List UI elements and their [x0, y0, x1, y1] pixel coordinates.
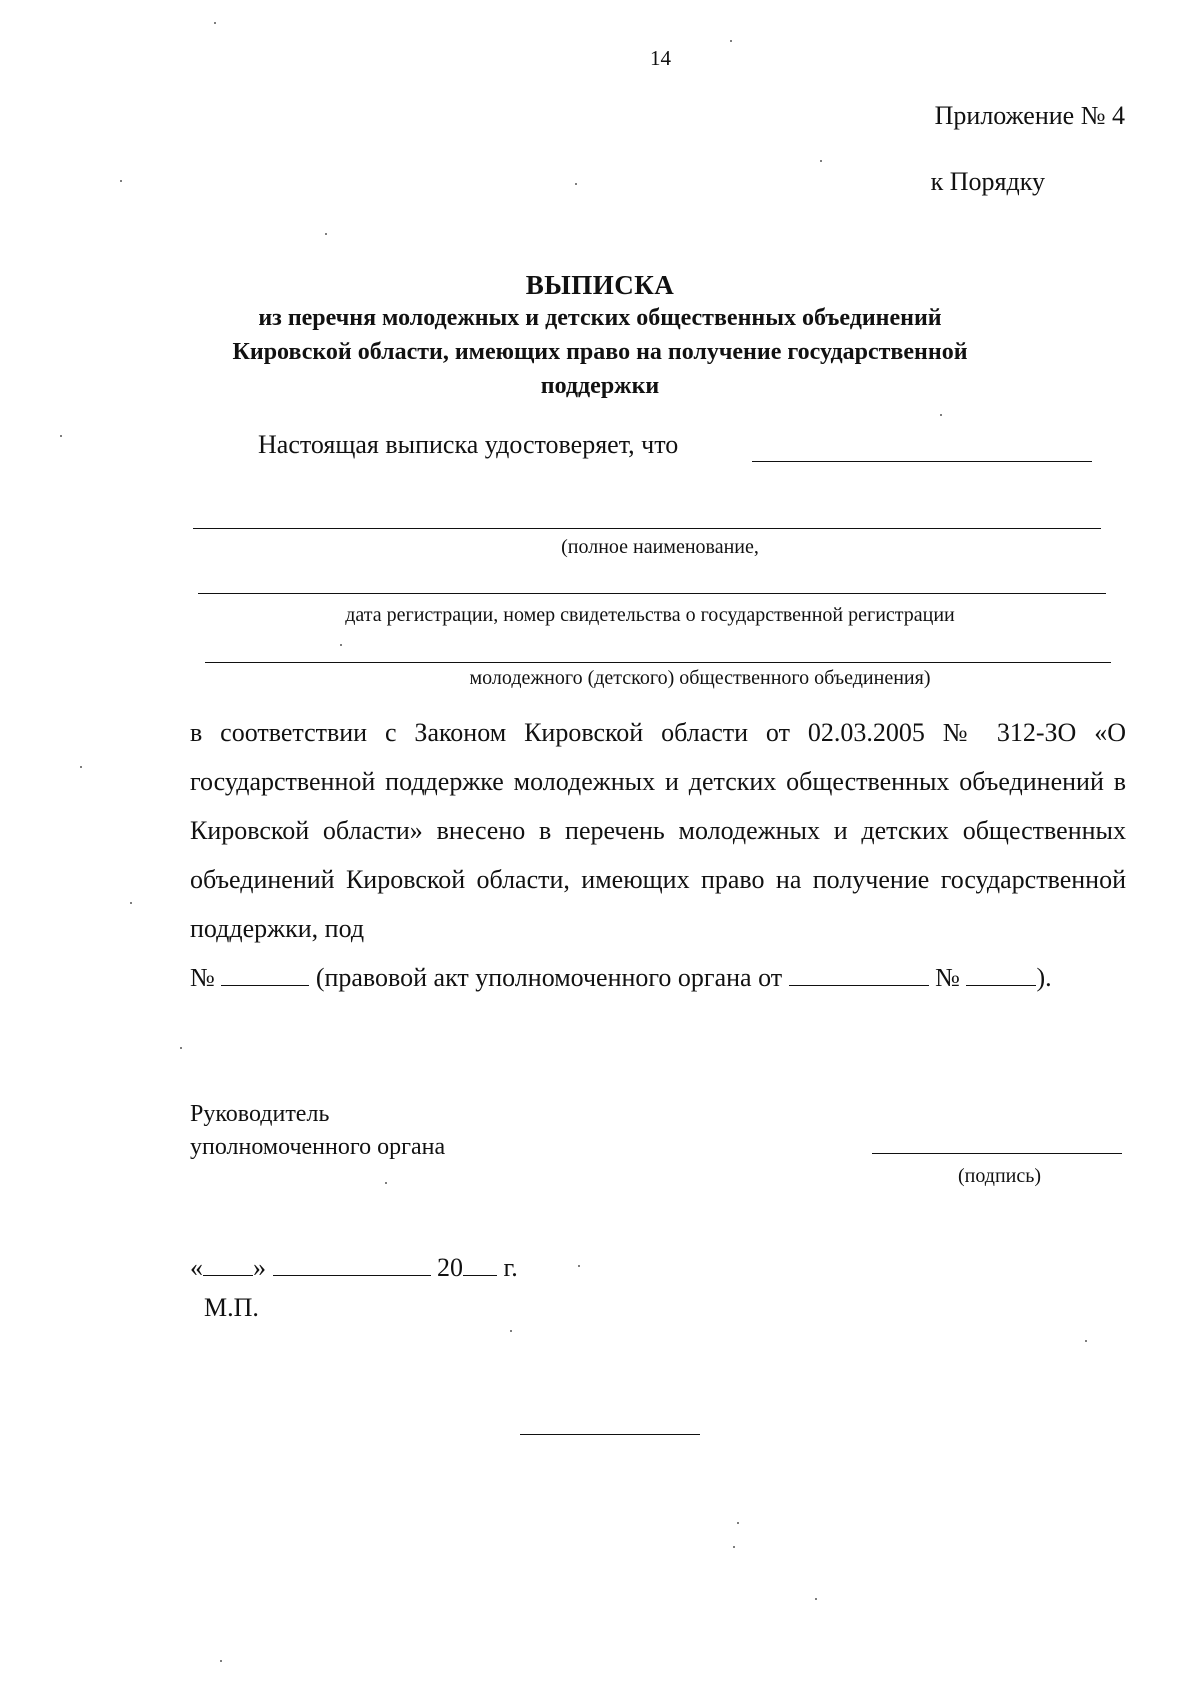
year-prefix: 20 — [437, 1253, 463, 1282]
bottom-separator — [520, 1434, 700, 1435]
scan-speck — [733, 1546, 735, 1548]
organization-blank — [752, 461, 1092, 462]
head-line-1: Руководитель — [190, 1101, 330, 1127]
number-label: № — [190, 963, 215, 992]
scan-speck — [214, 22, 216, 24]
scan-speck — [325, 233, 327, 235]
association-blank — [205, 662, 1111, 663]
day-blank — [203, 1255, 253, 1276]
scan-speck — [510, 1330, 512, 1332]
page-number: 14 — [650, 46, 671, 70]
open-quote: « — [190, 1253, 203, 1282]
body-paragraph — [190, 708, 1126, 1002]
association-caption: молодежного (детского) общественного объединения) — [469, 667, 931, 689]
scan-speck — [578, 1265, 580, 1267]
title-main: ВЫПИСКА — [525, 270, 675, 300]
close-quote: » — [253, 1253, 266, 1282]
registration-blank — [198, 593, 1106, 594]
head-of-authority — [190, 1098, 445, 1164]
scan-speck — [220, 1660, 222, 1662]
scan-speck — [815, 1598, 817, 1600]
certify-text: Настоящая выписка удостоверяет, что — [258, 430, 679, 459]
scan-speck — [180, 1047, 182, 1049]
scan-speck — [730, 40, 732, 42]
scan-speck — [130, 902, 132, 904]
title-line-3: поддержки — [540, 373, 660, 399]
body-text: в соответствии с Законом Кировской области от 02.03.2005 № 312-ЗО «О государственной поддержке молодежных и детских общественных объединений в Кировской области» внесено в перечень молодежных и детских общественных объединений Кировской области, имеющих право на получение государственной поддержки, под — [190, 718, 1126, 943]
title-line-2: Кировской области, имеющих право на получение государственной — [232, 339, 968, 365]
list-number-blank — [221, 965, 309, 986]
full-name-caption: (полное наименование, — [561, 536, 759, 558]
legal-act-text: (правовой акт уполномоченного органа от — [315, 963, 783, 992]
scan-speck — [1085, 1340, 1087, 1342]
stamp-place: М.П. — [204, 1293, 259, 1322]
registration-caption: дата регистрации, номер свидетельства о государственной регистрации — [345, 604, 955, 626]
to-order-label: к Порядку — [930, 167, 1045, 196]
year-blank — [463, 1255, 497, 1276]
document-title — [0, 270, 1200, 403]
signature-blank — [872, 1153, 1122, 1154]
scan-speck — [575, 183, 577, 185]
month-blank — [273, 1255, 431, 1276]
scan-speck — [737, 1522, 739, 1524]
year-suffix: г. — [503, 1253, 518, 1282]
scan-speck — [120, 180, 122, 182]
title-line-1: из перечня молодежных и детских общественных объединений — [258, 305, 942, 331]
act-date-blank — [789, 965, 929, 986]
closing-paren: ). — [1036, 963, 1052, 992]
full-name-blank — [193, 528, 1101, 529]
scan-speck — [385, 1182, 387, 1184]
date-line — [190, 1253, 518, 1283]
act-number-label: № — [935, 963, 960, 992]
act-number-blank — [966, 965, 1036, 986]
scan-speck — [60, 435, 62, 437]
scan-speck — [80, 766, 82, 768]
signature-caption: (подпись) — [958, 1165, 1042, 1187]
scan-speck — [940, 414, 942, 416]
appendix-label: Приложение № 4 — [934, 101, 1125, 130]
scan-speck — [820, 160, 822, 162]
head-line-2: уполномоченного органа — [190, 1134, 446, 1160]
scan-speck — [340, 644, 342, 646]
